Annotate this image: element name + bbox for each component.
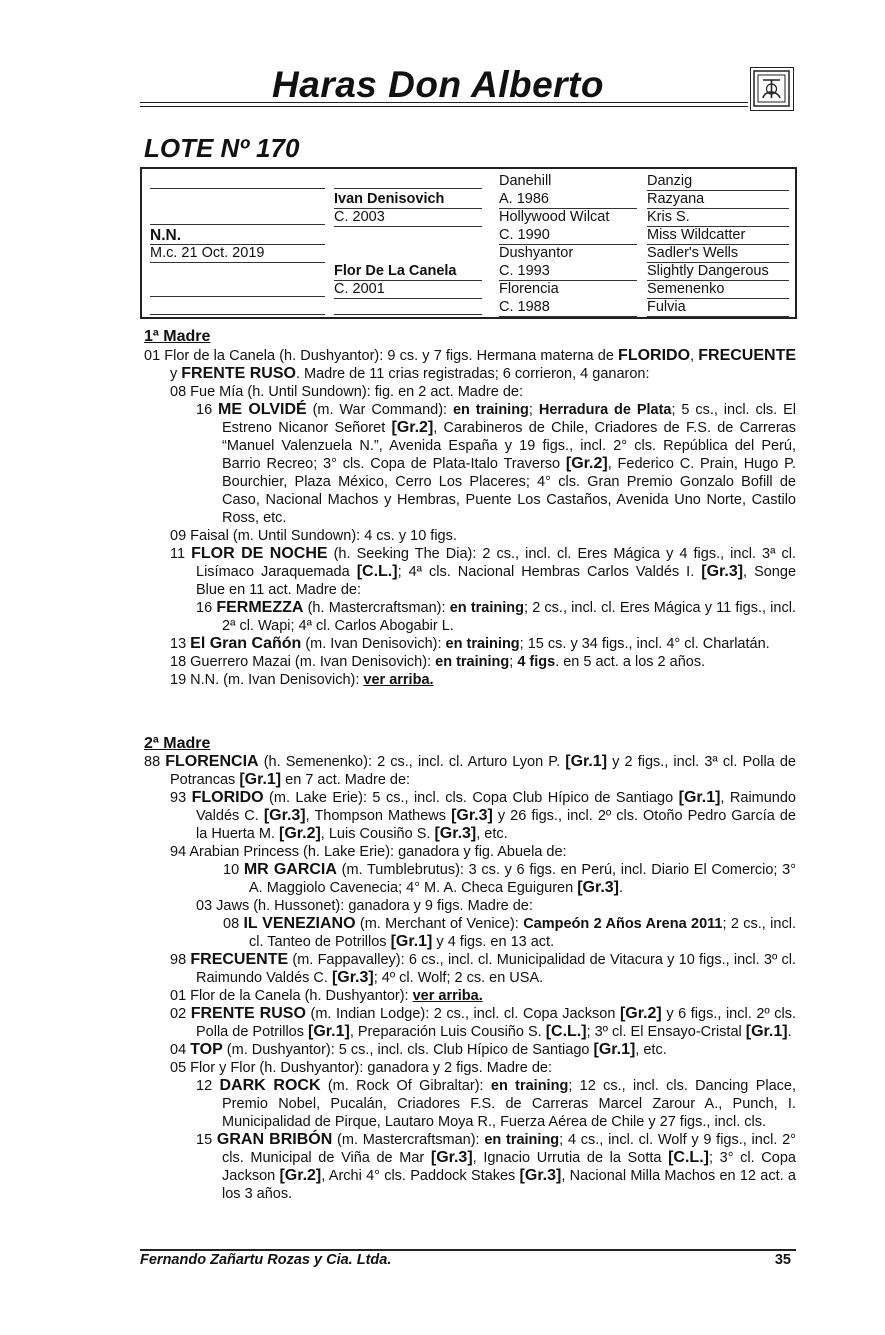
pedigree-table (140, 167, 797, 319)
granddam-2: Florencia (499, 281, 559, 297)
entry-12-dark-rock: 12 DARK ROCK (m. Rock Of Gibraltar): en training; 12 cs., incl. cls. Dancing Place, Premio Nobel, Pucalán, Criadores F.S. de Carreras Marcel Zarour A., Punch, I. Municipalidad de Pirque, Lautaro Moya R., Fuerza Aérea de Chile y 27 figs., incl. cls. (196, 1077, 796, 1130)
section-second-dam: 2ª Madre (144, 735, 211, 752)
pedigree-line (334, 173, 482, 189)
ggs-5: Sadler's Wells (647, 245, 789, 263)
entry-01: 01 Flor de la Canela (h. Dushyantor): 9 cs. y 7 figs. Hermana materna de FLORIDO, FRECUENTE y FRENTE RUSO. Madre de 11 crias registradas; 6 corrieron, 4 ganaron: (144, 347, 797, 382)
entry-01-ref: 01 Flor de la Canela (h. Dushyantor): ver arriba. (170, 988, 483, 1004)
grandsire-2: Dushyantor (499, 245, 574, 261)
pedigree-line (150, 209, 325, 225)
header-rule-thin (140, 106, 748, 107)
entry-04-top: 04 TOP (m. Dushyantor): 5 cs., incl. cls. Club Hípico de Santiago [Gr.1], etc. (170, 1041, 667, 1058)
entry-88-florencia: 88 FLORENCIA (h. Semenenko): 2 cs., incl. cl. Arturo Lyon P. [Gr.1] y 2 figs., incl. 3ª cl. Polla de Potrancas [Gr.1] en 7 act. Madre de: (144, 753, 796, 788)
pedigree-line (150, 299, 325, 315)
pedigree-line (150, 281, 325, 297)
dam-info: C. 2001 (334, 281, 482, 299)
entry-09: 09 Faisal (m. Until Sundown): 4 cs. y 10 figs. (170, 528, 457, 544)
dam-name: Flor De La Canela (334, 263, 482, 281)
entry-02-frente-ruso: 02 FRENTE RUSO (m. Indian Lodge): 2 cs., incl. cl. Copa Jackson [Gr.2] y 6 figs., incl. 2º cls. Polla de Potrillos [Gr.1], Preparación Luis Cousiño S. [C.L.]; 3º cl. El Ensayo-Cristal [Gr.1]. (170, 1005, 796, 1040)
footer-company: Fernando Zañartu Rozas y Cia. Ltda. (140, 1252, 392, 1268)
ggs-7: Semenenko (647, 281, 789, 299)
haras-logo-icon (750, 67, 794, 111)
ggs-8: Fulvia (647, 299, 789, 317)
granddam-2-info: C. 1988 (499, 299, 637, 317)
entry-08: 08 Fue Mía (h. Until Sundown): fig. en 2 act. Madre de: (170, 384, 524, 400)
entry-15-gran-bribon: 15 GRAN BRIBÓN (m. Mastercraftsman): en training; 4 cs., incl. cl. Wolf y 9 figs., incl. 2° cls. Municipal de Viña de Mar [Gr.3], Ignacio Urrutia de la Sotta [C.L.]; 3° cl. Copa Jackson [Gr.2], Archi 4° cls. Paddock Stakes [Gr.3], Nacional Milla Machos en 12 act. a los 3 años. (196, 1131, 796, 1202)
first-dam-body (144, 347, 796, 689)
ggs-4: Miss Wildcatter (647, 227, 789, 245)
ggs-2: Razyana (647, 191, 789, 209)
ggs-1: Danzig (647, 173, 789, 191)
ggs-3: Kris S. (647, 209, 789, 227)
entry-08-il-veneziano: 08 IL VENEZIANO (m. Merchant of Venice): Campeón 2 Años Arena 2011; 2 cs., incl. cl. Tanteo de Potrillos [Gr.1] y 4 figs. en 13 act. (223, 915, 796, 950)
entry-16-fermezza: 16 FERMEZZA (h. Mastercraftsman): en training; 2 cs., incl. cl. Eres Mágica y 11 figs., incl. 2ª cl. Wapi; 4ª cl. Carlos Abogabir L. (196, 599, 796, 634)
entry-03: 03 Jaws (h. Hussonet): ganadora y 9 figs. Madre de: (196, 898, 533, 914)
header-rule (140, 102, 748, 103)
sire-name: Ivan Denisovich (334, 191, 482, 209)
entry-98-frecuente: 98 FRECUENTE (m. Fappavalley): 6 cs., incl. cl. Municipalidad de Vitacura y 10 figs., incl. 3º cl. Raimundo Valdés C. [Gr.3]; 4º cl. Wolf; 2 cs. en USA. (170, 951, 796, 986)
section-first-dam: 1ª Madre (144, 328, 211, 345)
pedigree-line (150, 173, 325, 189)
entry-16-me-olvide: 16 ME OLVIDÉ (m. War Command): en training; Herradura de Plata; 5 cs., incl. cls. El Estreno Nicanor Señoret [Gr.2], Carabineros de Chile, Criadores de F.S. de Carreras “Manuel Valenzuela N.”, Avenida España y 19 figs., incl. 2° cls. República del Perú, Barrio Recreo; 3° cls. Copa de Plata-Italo Traverso [Gr.2], Federico C. Prain, Hugo P. Bourchier, Plaza México, Cerro Los Placeres; 4° cls. Gran Premio Gonzalo Bofill de Caso, Nacional Machos y Hembras, Puente Los Castaños, Avenida Uno Norte, Castilo Ross, etc. (196, 401, 796, 526)
granddam-1: Hollywood Wilcat (499, 209, 610, 225)
entry-19: 19 N.N. (m. Ivan Denisovich): ver arriba. (170, 672, 434, 688)
entry-05: 05 Flor y Flor (h. Dushyantor): ganadora y 2 figs. Madre de: (170, 1060, 553, 1076)
entry-11-flor-de-noche: 11 FLOR DE NOCHE (h. Seeking The Dia): 2 cs., incl. cl. Eres Mágica y 4 figs., incl. 3ª cl. Lisímaco Jaraquemada [C.L.]; 4ª cls. Nacional Hembras Carlos Valdés I. [Gr.3], Songe Blue en 11 act. Madre de: (170, 545, 797, 598)
header-title: Haras Don Alberto (272, 64, 604, 105)
entry-10-mr-garcia: 10 MR GARCIA (m. Tumblebrutus): 3 cs. y 6 figs. en Perú, incl. Diario El Comercio; 3° A. Maggiolo Cavenecia; 4° M. A. Checa Eguiguren [Gr.3]. (223, 861, 797, 896)
entry-93-florido: 93 FLORIDO (m. Lake Erie): 5 cs., incl. cls. Copa Club Hípico de Santiago [Gr.1], Raimundo Valdés C. [Gr.3], Thompson Mathews [Gr.3] y 26 figs., incl. 2º cls. Otoño Pedro García de la Huerta M. [Gr.2], Luis Cousiño S. [Gr.3], etc. (170, 789, 796, 842)
ggs-6: Slightly Dangerous (647, 263, 789, 281)
entry-94: 94 Arabian Princess (h. Lake Erie): ganadora y fig. Abuela de: (170, 844, 567, 860)
lot-title: LOTE Nº 170 (144, 133, 300, 163)
page-header (140, 62, 796, 112)
horse-info: M.c. 21 Oct. 2019 (150, 245, 325, 263)
sire-info: C. 2003 (334, 209, 482, 227)
entry-18: 18 Guerrero Mazai (m. Ivan Denisovich): en training; 4 figs. en 5 act. a los 2 años. (170, 654, 706, 670)
footer-rule (140, 1249, 796, 1251)
grandsire-1: Danehill (499, 173, 552, 189)
entry-13-el-gran-canon: 13 El Gran Cañón (m. Ivan Denisovich): en training; 15 cs. y 34 figs., incl. 4° cl. Charlatán. (170, 635, 770, 652)
second-dam-body (144, 753, 796, 1203)
grandsire-2-info: C. 1993 (499, 263, 637, 281)
page-number: 35 (774, 1252, 791, 1268)
horse-name: N.N. (150, 227, 325, 245)
grandsire-1-info: A. 1986 (499, 191, 637, 209)
pedigree-line (334, 299, 482, 315)
granddam-1-info: C. 1990 (499, 227, 637, 245)
